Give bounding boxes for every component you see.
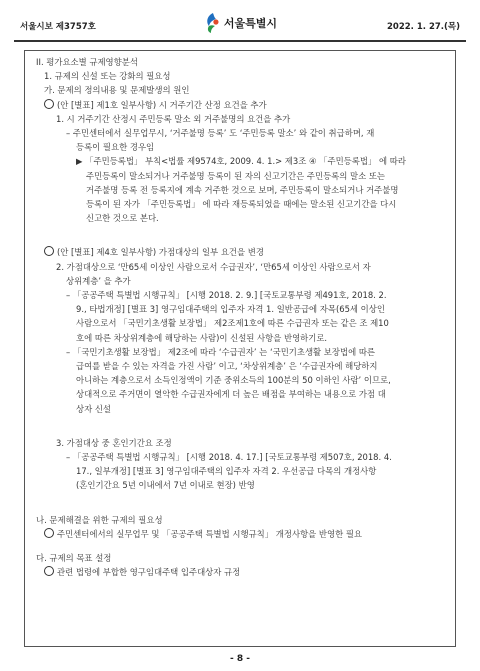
circle-bullet-icon (44, 566, 54, 576)
proposal-heading (44, 565, 450, 579)
header-rule (14, 40, 466, 42)
item-paragraph: 상대적으로 주거면이 열악한 수급권자에게 더 높은 배점을 부여하는 내용으로 가점 대 (76, 389, 386, 400)
law-citation: 거주불명 등록 전 등록지에 계속 거주한 것으로 보며, 주민등록이 말소되거나 거주불명 (86, 184, 399, 195)
header (14, 10, 466, 38)
item-heading: 3. 가점대상 중 혼인기간요 조정 (56, 437, 172, 448)
item-paragraph: (혼인기간요 5년 이내에서 7년 이내로 현장) 반영 (76, 480, 255, 491)
item-heading: 2. 가점대상으로 ‘만65세 이상인 사람으로서 수급권자’, ‘만65세 이상인 사람으로서 자 (56, 261, 371, 272)
item-paragraph: – 주민센터에서 실무업무시, ‘거주불명 등록’ 도 ‘주민등록 말소’ 와 같이 취급하며, 재 (66, 128, 375, 139)
logo-text: 서울특별시 (223, 17, 278, 30)
item-heading: 상위계층’ 을 추가 (66, 275, 131, 286)
item-heading: 1. 시 거주기간 산정시 주민등록 말소 외 거주불명의 요건을 추가 (56, 113, 291, 124)
law-citation: 주민등록이 말소되거나 거주불명 등록이 된 자의 신고기간은 주민등록의 말소 또는 (86, 170, 386, 181)
seoul-logo (203, 12, 277, 34)
subsection-heading: 나. 문제해결을 위한 규제의 필요성 (36, 514, 163, 525)
page-number: - 8 - (230, 654, 250, 664)
proposal-text: 주민센터에서의 실무업무 및 「공공주택 특별법 시행규칙」 개정사항을 반영한 필요 (57, 528, 363, 539)
item-paragraph: – 「공공주택 특별법 시행규칙」 [시행 2018. 2. 9.] [국토교통부령 제491호, 2018. 2. (66, 290, 387, 301)
item-paragraph: – 「공공주택 특별법 시행규칙」 [시행 2018. 4. 17.] [국토교통부령 제507호, 2018. 4. (66, 452, 392, 463)
seoul-emblem-icon (203, 12, 221, 34)
circle-bullet-icon (44, 528, 54, 538)
item-paragraph: 사람으로서 「국민기초생활 보장법」 제2조제1호에 따른 수급권자 또는 같은 조 제10 (76, 318, 389, 329)
publication-date: 2022. 1. 27.(목) (387, 22, 460, 32)
subsection-heading: 다. 규제의 목표 설정 (36, 553, 112, 564)
item-paragraph: 등록이 필요한 경우임 (76, 142, 155, 153)
proposal-text: 관련 법령에 부합한 영구임대주택 입주대상자 규정 (57, 567, 241, 578)
proposal-heading (44, 245, 450, 259)
item-paragraph: 호에 따른 차상위계층에 해당하는 사람)이 신설된 사항을 반영하기로. (76, 332, 328, 343)
item-paragraph: 아니하는 계층으로서 소득인정액이 기준 중위소득의 100분의 50 이하인 사람’ 이므로, (76, 375, 391, 386)
item-paragraph: – 「국민기초생활 보장법」 제2조에 따라 ‘수급권자’ 는 ‘국민기초생활 보장법에 따른 (66, 346, 376, 357)
law-citation: ▶ 「주민등록법」 부칙<법률 제9574호, 2009. 4. 1.> 제3조 ④ 「주민등록법」 에 따라 (76, 156, 406, 167)
gazette-issue: 서울시보 제3757호 (20, 22, 96, 32)
law-citation: 신고한 것으로 본다. (86, 213, 159, 224)
proposal-heading (44, 98, 450, 112)
subsection-heading: 가. 문제의 정의내용 및 문제발생의 원인 (44, 85, 190, 96)
section-title: II. 평가요소별 규제영향분석 (36, 57, 138, 67)
item-paragraph: 급여를 받을 수 있는 자격을 가진 사람’ 이고, ‘차상위계층’ 은 ‘수급권자에 해당하지 (76, 361, 378, 372)
proposal-text: (안 [별표] 제1호 일부사항) 시 거주기간 산정 요건을 추가 (57, 99, 267, 110)
item-paragraph: 9., 타법개정] [별표 3] 영구임대주택의 입주자 자격 1. 일반공급에 자목(65세 이상인 (76, 304, 385, 315)
proposal-text: (안 [별표] 제4호 일부사항) 가점대상의 일부 요건을 변경 (57, 247, 264, 258)
item-paragraph: 17., 일부개정] [별표 3] 영구임대주택의 입주자 자격 2. 우선공급 다목의 개정사항 (76, 466, 377, 477)
law-citation: 등록이 된 자가 「주민등록법」 에 따라 재등록되었을 때에는 말소된 신고기간을 다시 (86, 199, 397, 210)
item-paragraph: 상자 신설 (76, 403, 112, 414)
circle-bullet-icon (44, 99, 54, 109)
document-body (36, 55, 450, 580)
subsection-title: 1. 규제의 신설 또는 강화의 필요성 (44, 71, 171, 82)
circle-bullet-icon (44, 246, 54, 256)
proposal-heading (44, 527, 450, 541)
